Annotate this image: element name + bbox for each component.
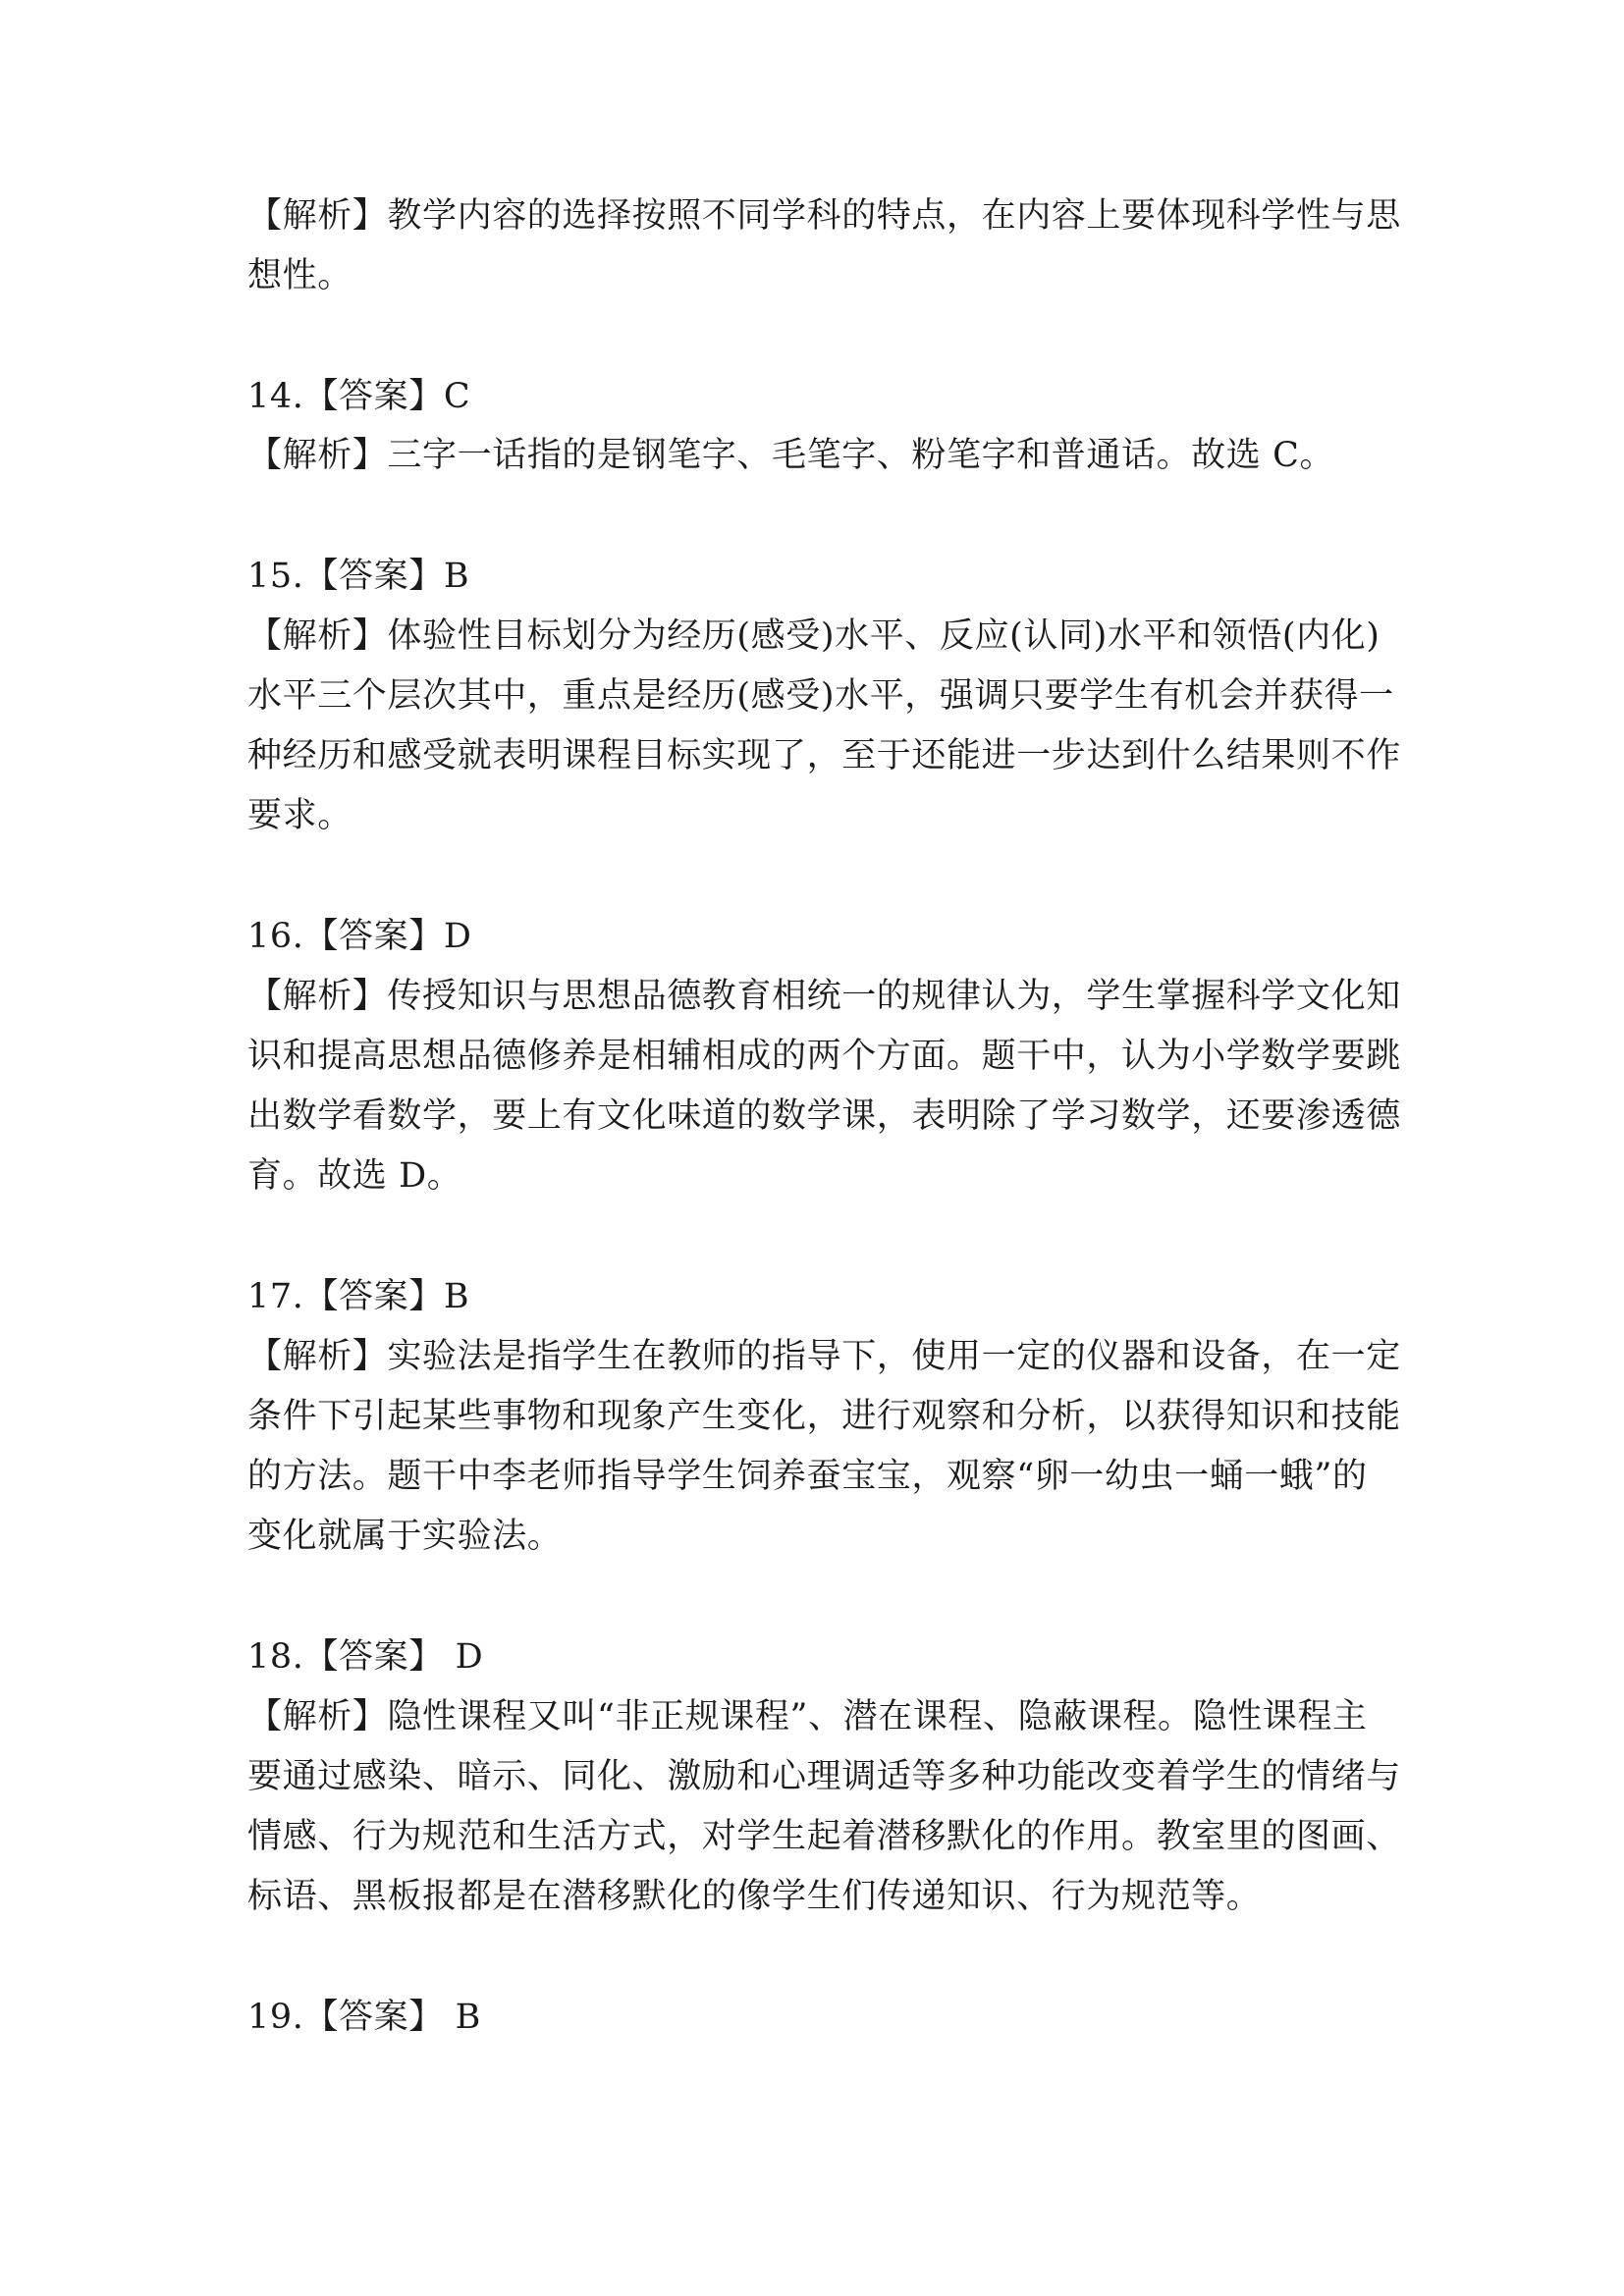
analysis-line: 变化就属于实验法。 [247, 1517, 563, 1556]
analysis-line: 【解析】教学内容的选择按照不同学科的特点，在内容上要体现科学性与思 [247, 196, 1401, 236]
analysis-line: 【解析】隐性课程又叫“非正规课程”、潜在课程、隐蔽课程。隐性课程主 [247, 1697, 1368, 1736]
analysis-line: 【解析】三字一话指的是钢笔字、毛笔字、粉笔字和普通话。故选 C。 [247, 436, 1335, 475]
analysis-line: 【解析】传授知识与思想品德教育相统一的规律认为，学生掌握科学文化知 [247, 977, 1401, 1016]
analysis-line: 想性。 [247, 256, 352, 295]
analysis-line: 种经历和感受就表明课程目标实现了，至于还能进一步达到什么结果则不作 [247, 736, 1401, 775]
analysis-line: 识和提高思想品德修养是相辅相成的两个方面。题干中，认为小学数学要跳 [247, 1037, 1401, 1076]
analysis-line: 育。故选 D。 [247, 1156, 462, 1196]
analysis-line: 要通过感染、暗示、同化、激励和心理调适等多种功能改变着学生的情绪与 [247, 1757, 1401, 1796]
answer-line-14: 14.【答案】C [247, 377, 471, 416]
answer-line-15: 15.【答案】B [247, 557, 470, 596]
answer-line-16: 16.【答案】D [247, 917, 472, 956]
analysis-line: 标语、黑板报都是在潜移默化的像学生们传递知识、行为规范等。 [247, 1877, 1262, 1916]
analysis-line: 出数学看数学，要上有文化味道的数学课，表明除了学习数学，还要渗透德 [247, 1096, 1401, 1136]
answer-line-18: 18.【答案】 D [247, 1637, 484, 1677]
analysis-line: 要求。 [247, 796, 352, 835]
answer-line-19: 19.【答案】 B [247, 1998, 481, 2037]
analysis-line: 【解析】体验性目标划分为经历(感受)水平、反应(认同)水平和领悟(内化) [247, 616, 1380, 656]
analysis-line: 的方法。题干中李老师指导学生饲养蚕宝宝，观察“卵一幼虫一蛹一蛾”的 [247, 1457, 1368, 1496]
analysis-line: 【解析】实验法是指学生在教师的指导下，使用一定的仪器和设备，在一定 [247, 1337, 1401, 1376]
answer-line-17: 17.【答案】B [247, 1277, 470, 1316]
analysis-line: 情感、行为规范和生活方式，对学生起着潜移默化的作用。教室里的图画、 [247, 1817, 1401, 1856]
analysis-line: 条件下引起某些事物和现象产生变化，进行观察和分析，以获得知识和技能 [247, 1397, 1401, 1436]
analysis-line: 水平三个层次其中，重点是经历(感受)水平，强调只要学生有机会并获得一 [247, 676, 1394, 716]
